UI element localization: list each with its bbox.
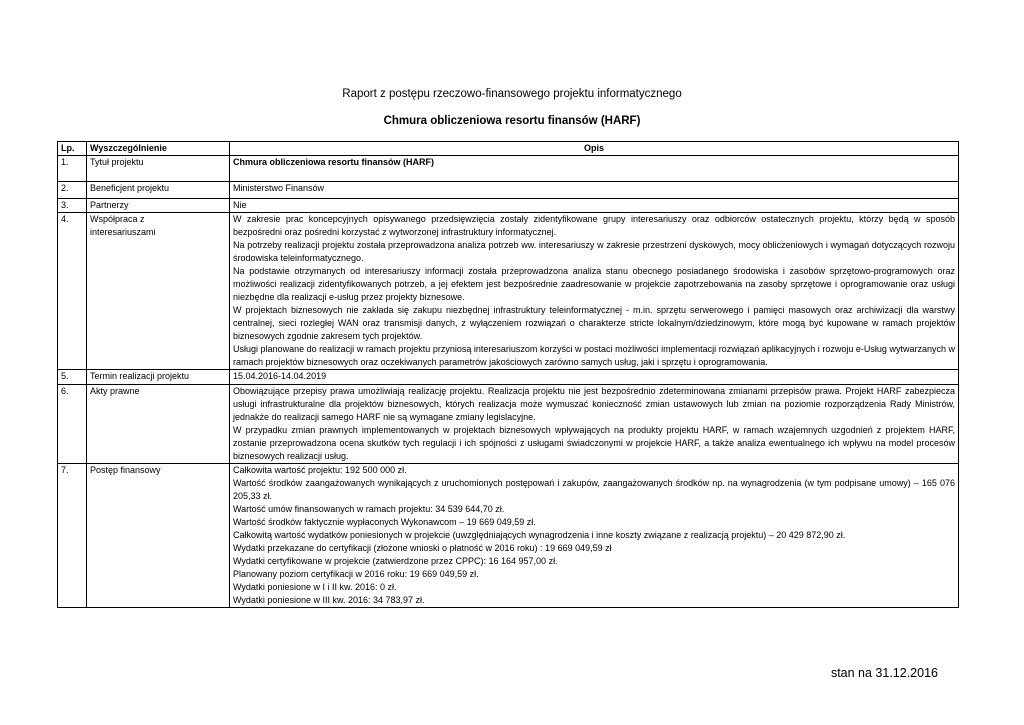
table-row [58, 464, 959, 608]
description-paragraph: Wydatki poniesione w III kw. 2016: 34 783,97 zł. [233, 595, 425, 605]
description-paragraph: Wydatki certyfikowane w projekcie (zatwierdzone przez CPPC): 16 164 957,00 zł. [233, 556, 558, 566]
table-row [58, 199, 959, 213]
row-description [230, 370, 959, 385]
row-label: Tytuł projektu [87, 156, 230, 182]
row-number: 1. [58, 156, 87, 182]
description-paragraph: Obowiązujące przepisy prawa umożliwiają realizację projektu. Realizacja projektu nie jest bezpośrednio zdeterminowana zmianami przepisów prawa. Projekt HARF zabezpiecza usługi infrastrukturalne dla projektów biznesowych, których realizacja może wymuszać konieczność zmian ustawowych lub zmian na poziomie rozporządzenia Rady Ministrów, jednakże do realizacji samego HARF nie są wymagane zmiany legislacyjne. [233, 386, 955, 422]
row-label: Termin realizacji projektu [87, 370, 230, 385]
description-paragraph: Wartość środków zaangażowanych wynikających z uruchomionych postępowań i zakupów, zaangażowanych środków np. na wynagrodzenia (w tym podpisane umowy) – 165 076 205,33 zł. [233, 478, 955, 501]
row-label: Współpraca z interesariuszami [87, 213, 230, 370]
description-paragraph: Całkowita wartość projektu: 192 500 000 zł. [233, 465, 407, 475]
status-date: stan na 31.12.2016 [830, 666, 938, 680]
project-name-heading: Chmura obliczeniowa resortu finansów (HARF) [383, 115, 641, 127]
row-label: Beneficjent projektu [87, 182, 230, 199]
table-header-row [58, 142, 959, 156]
row-description [230, 385, 959, 464]
row-description [230, 213, 959, 370]
description-paragraph: Wartość środków faktycznie wypłaconych Wykonawcom – 19 669 049,59 zł. [233, 517, 536, 527]
table-row [58, 213, 959, 370]
report-table [57, 141, 959, 608]
description-paragraph: Usługi planowane do realizacji w ramach projektu przyniosą interesariuszom korzyści w postaci możliwości implementacji rozwiązań aplikacyjnych i rozwoju e-Usług wytwarzanych w ramach projektów biznesowych oraz oczekiwanych parametrów jakościowych zarówno samych usług, jaki i sprzętu i oprogramowania. [233, 344, 955, 367]
description-paragraph: Całkowitą wartość wydatków poniesionych w projekcie (uwzględniających wynagrodzenia i inne koszty związane z realizacją projektu) – 20 429 872,90 zł. [233, 530, 846, 540]
table-row [58, 370, 959, 385]
row-description [230, 464, 959, 608]
description-paragraph: Planowany poziom certyfikacji w 2016 roku: 19 669 049,59 zł. [233, 569, 479, 579]
description-paragraph: W projektach biznesowych nie zakłada się zakupu niezbędnej infrastruktury teleinformatycznej - m.in. sprzętu serwerowego i pamięci masowych oraz archiwizacji dla warstwy centralnej, sieci rozległej WAN oraz transmisji danych, z wyłączeniem rozwiązań o charakterze stricte lokalnym/dziedzinowym, które mogą być kupowane w ramach projektów biznesowych zgodnie zakresem tych projektów. [233, 305, 955, 341]
description-paragraph: Wydatki poniesione w I i II kw. 2016: 0 zł. [233, 582, 397, 592]
column-header-description: Opis [230, 142, 959, 156]
row-description [230, 199, 959, 213]
row-label: Partnerzy [87, 199, 230, 213]
row-number: 7. [58, 464, 87, 608]
row-number: 2. [58, 182, 87, 199]
row-number: 4. [58, 213, 87, 370]
description-paragraph: Wydatki przekazane do certyfikacji (złożone wnioski o płatność w 2016 roku) : 19 669 049,59 zł [233, 543, 612, 553]
row-number: 5. [58, 370, 87, 385]
description-paragraph: Chmura obliczeniowa resortu finansów (HARF) [233, 157, 435, 167]
table-row [58, 156, 959, 182]
description-paragraph: W zakresie prac koncepcyjnych opisywanego przedsięwzięcia zostały zidentyfikowane grupy interesariuszy oraz odbiorców ostatecznych projektu, którzy będą w sposób bezpośredni oraz pośredni korzystać z wytworzonej infrastruktury informatycznej. [233, 214, 955, 237]
row-number: 6. [58, 385, 87, 464]
table-row [58, 385, 959, 464]
description-paragraph: Na potrzeby realizacji projektu została przeprowadzona analiza potrzeb ww. interesariuszy w zakresie przestrzeni dyskowych, mocy obliczeniowych i wymagań dotyczących rozwoju środowiska teleinformatycznego. [233, 240, 955, 263]
description-paragraph: Wartość umów finansowanych w ramach projektu: 34 539 644,70 zł. [233, 504, 505, 514]
row-label: Postęp finansowy [87, 464, 230, 608]
table-row [58, 182, 959, 199]
description-paragraph: W przypadku zmian prawnych implementowanych w projektach biznesowych wpływających na produkty projektu HARF, w ramach wzajemnych uzgodnień z projektem HARF, zostanie przeprowadzona ocena skutków tych regulacji i ich spójności z usługami świadczonymi w projekcie HARF, a także analiza ewentualnego ich wpływu na model procesów biznesowych realizacji usług. [233, 425, 955, 461]
description-paragraph: 15.04.2016-14.04.2019 [233, 371, 327, 381]
row-number: 3. [58, 199, 87, 213]
description-paragraph: Na podstawie otrzymanych od interesariuszy informacji została przeprowadzona analiza stanu obecnego posiadanego środowiska i zasobów sprzętowo-programowych oraz możliwości realizacji zidentyfikowanych potrzeb, a jej efektem jest bezpośrednie zaadresowanie w projekcie zapotrzebowania na zasoby sprzętowe i oprogramowanie oraz usługi niezbędne dla realizacji e-usług przez projekty biznesowe. [233, 266, 955, 302]
column-header-item: Wyszczególnienie [87, 142, 230, 156]
column-header-lp: Lp. [58, 142, 87, 156]
description-paragraph: Nie [233, 200, 247, 210]
row-description [230, 182, 959, 199]
row-label: Akty prawne [87, 385, 230, 464]
report-title: Raport z postępu rzeczowo-finansowego projektu informatycznego [342, 88, 682, 100]
row-description [230, 156, 959, 182]
description-paragraph: Ministerstwo Finansów [233, 183, 325, 193]
